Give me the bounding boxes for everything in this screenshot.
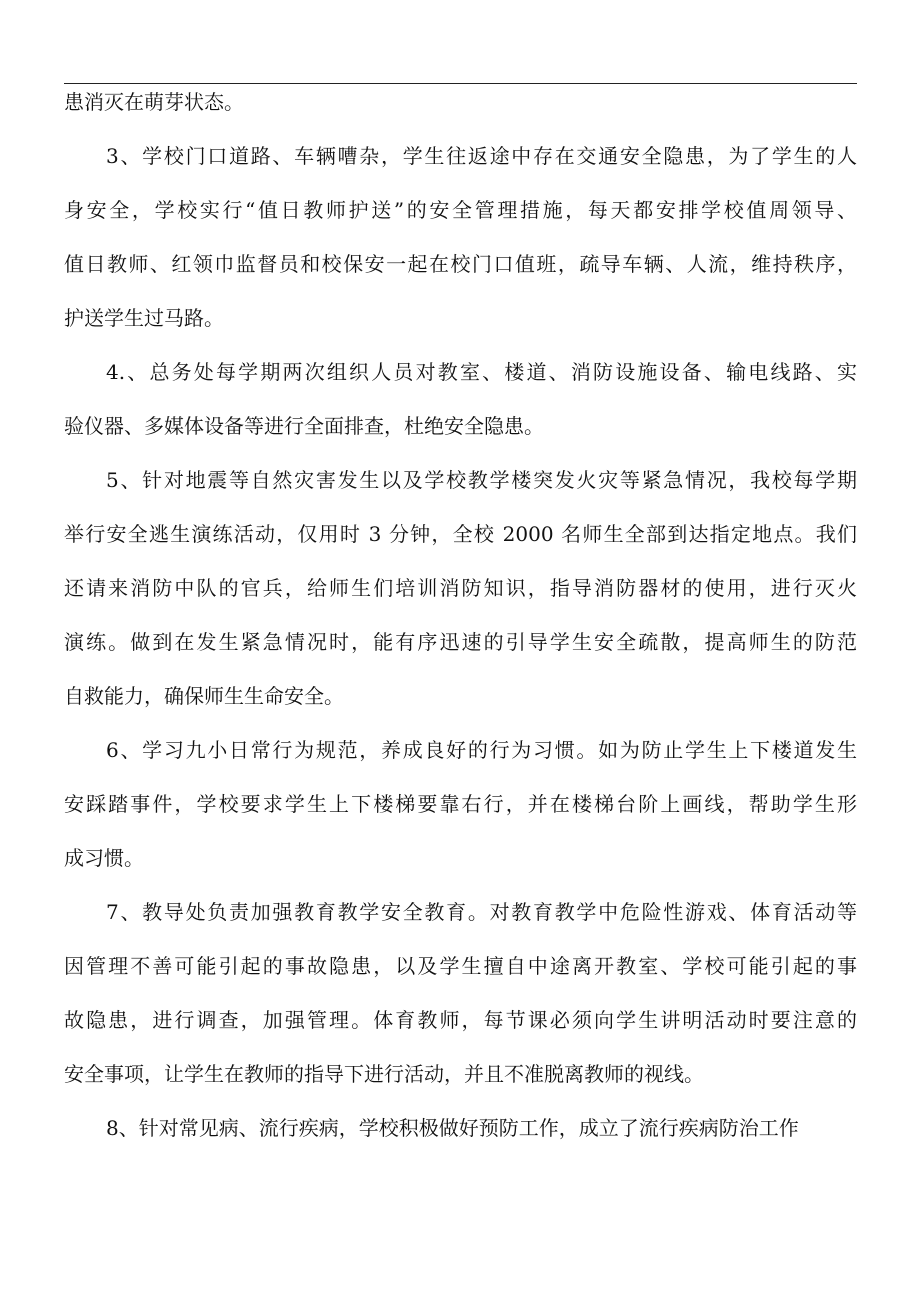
text-line: 安踩踏事件，学校要求学生上下楼梯要靠右行，并在楼梯台阶上画线，帮助学生形 [64, 792, 857, 816]
text-line: 自救能力，确保师生生命安全。 [64, 684, 344, 708]
text-line: 4.、总务处每学期两次组织人员对教室、楼道、消防设施设备、输电线路、实 [106, 360, 857, 384]
document-body [64, 86, 857, 1166]
text-line: 6、学习九小日常行为规范，养成良好的行为习惯。如为防止学生上下楼道发生 [106, 738, 857, 762]
text-line: 护送学生过马路。 [64, 306, 224, 330]
text-line: 举行安全逃生演练活动，仅用时 3 分钟，全校 2000 名师生全部到达指定地点。我们 [64, 522, 857, 546]
header-rule [64, 83, 857, 84]
text-line: 患消灭在萌芽状态。 [64, 90, 244, 114]
text-line: 因管理不善可能引起的事故隐患，以及学生擅自中途离开教室、学校可能引起的事 [64, 954, 857, 978]
text-line: 身安全，学校实行“值日教师护送”的安全管理措施，每天都安排学校值周领导、 [64, 198, 857, 222]
text-line: 验仪器、多媒体设备等进行全面排查，杜绝安全隐患。 [64, 414, 544, 438]
text-line: 5、针对地震等自然灾害发生以及学校教学楼突发火灾等紧急情况，我校每学期 [106, 468, 857, 492]
text-line: 8、针对常见病、流行疾病，学校积极做好预防工作，成立了流行疾病防治工作 [106, 1116, 799, 1140]
text-line: 故隐患，进行调查，加强管理。体育教师，每节课必须向学生讲明活动时要注意的 [64, 1008, 857, 1032]
text-line: 演练。做到在发生紧急情况时，能有序迅速的引导学生安全疏散，提高师生的防范 [64, 630, 857, 654]
text-line: 成习惯。 [64, 846, 144, 870]
text-line: 7、教导处负责加强教育教学安全教育。对教育教学中危险性游戏、体育活动等 [106, 900, 857, 924]
text-line: 3、学校门口道路、车辆嘈杂，学生往返途中存在交通安全隐患，为了学生的人 [106, 144, 857, 168]
text-line: 还请来消防中队的官兵，给师生们培训消防知识，指导消防器材的使用，进行灭火 [64, 576, 857, 600]
text-line: 值日教师、红领巾监督员和校保安一起在校门口值班，疏导车辆、人流，维持秩序， [64, 252, 857, 276]
text-line: 安全事项，让学生在教师的指导下进行活动，并且不准脱离教师的视线。 [64, 1062, 704, 1086]
